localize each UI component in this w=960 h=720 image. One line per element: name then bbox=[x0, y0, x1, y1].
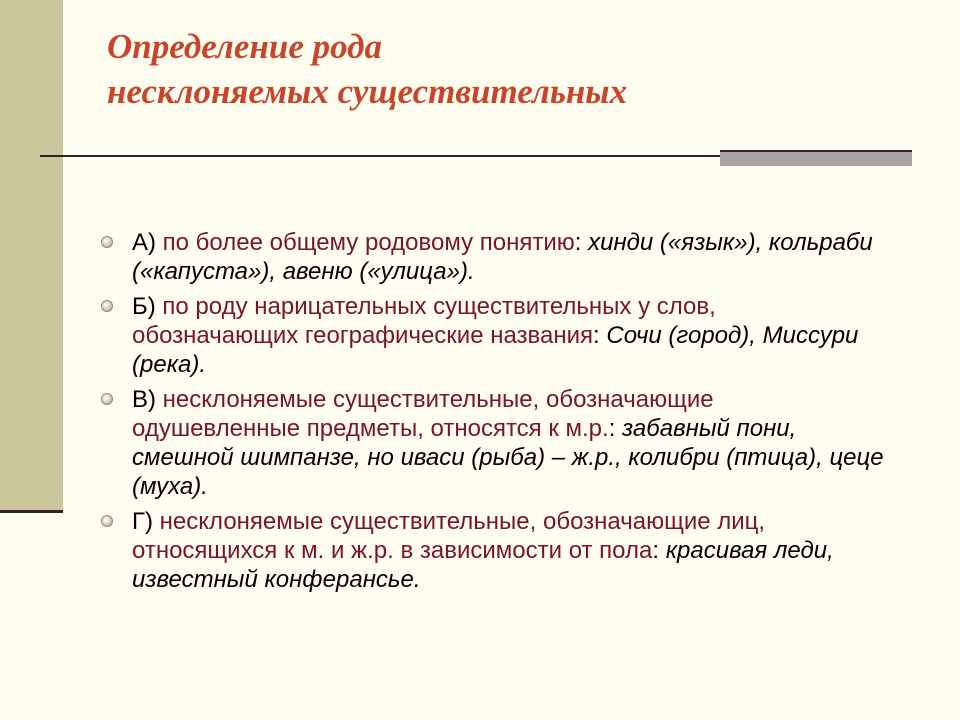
rule-description: по роду нарицательных существительных у слов, обозначающих географические названия bbox=[132, 293, 716, 349]
side-bar-rule bbox=[0, 510, 63, 513]
slide-title bbox=[107, 24, 927, 114]
decorative-side-bar bbox=[0, 0, 63, 512]
slide-title-line-2: несклоняемых существительных bbox=[107, 72, 628, 111]
rule-description: по более общему родовому понятию bbox=[162, 229, 575, 256]
bullet-icon bbox=[101, 236, 113, 248]
bullet-icon bbox=[101, 300, 113, 312]
rule-letter: В) bbox=[132, 386, 156, 413]
rule-item-b bbox=[98, 292, 888, 379]
rule-separator: : bbox=[608, 415, 616, 442]
rule-separator: : bbox=[574, 229, 582, 256]
bullet-icon bbox=[101, 393, 113, 405]
rule-item-g bbox=[98, 507, 888, 594]
rule-separator: : bbox=[652, 537, 660, 564]
rules-list bbox=[98, 228, 888, 600]
rule-examples: Сочи (город), Миссури (река). bbox=[132, 322, 859, 378]
rule-description: несклоняемые существительные, обозначающие одушевленные предметы, относятся к м.р. bbox=[132, 386, 714, 442]
rule-description: несклоняемые существительные, обозначающие лиц, относящихся к м. и ж.р. в зависимости от пола bbox=[132, 508, 766, 564]
bullet-icon bbox=[101, 515, 113, 527]
rule-letter: Б) bbox=[132, 293, 156, 320]
rule-letter: Г) bbox=[132, 508, 153, 535]
rule-item-a bbox=[98, 228, 888, 286]
slide-title-line-1: Определение рода bbox=[107, 27, 383, 66]
rule-item-v bbox=[98, 385, 888, 501]
rule-letter: А) bbox=[132, 229, 156, 256]
rule-separator: : bbox=[593, 322, 600, 349]
rule-examples: хинди («язык»), кольраби («капуста»), авеню («улица»). bbox=[132, 229, 873, 285]
rule-examples: красивая леди, известный конферансье. bbox=[132, 537, 834, 593]
title-divider-accent-bar bbox=[720, 150, 912, 166]
rule-examples: забавный пони, смешной шимпанзе, но иваси (рыба) – ж.р., колибри (птица), цеце (муха). bbox=[132, 415, 884, 500]
